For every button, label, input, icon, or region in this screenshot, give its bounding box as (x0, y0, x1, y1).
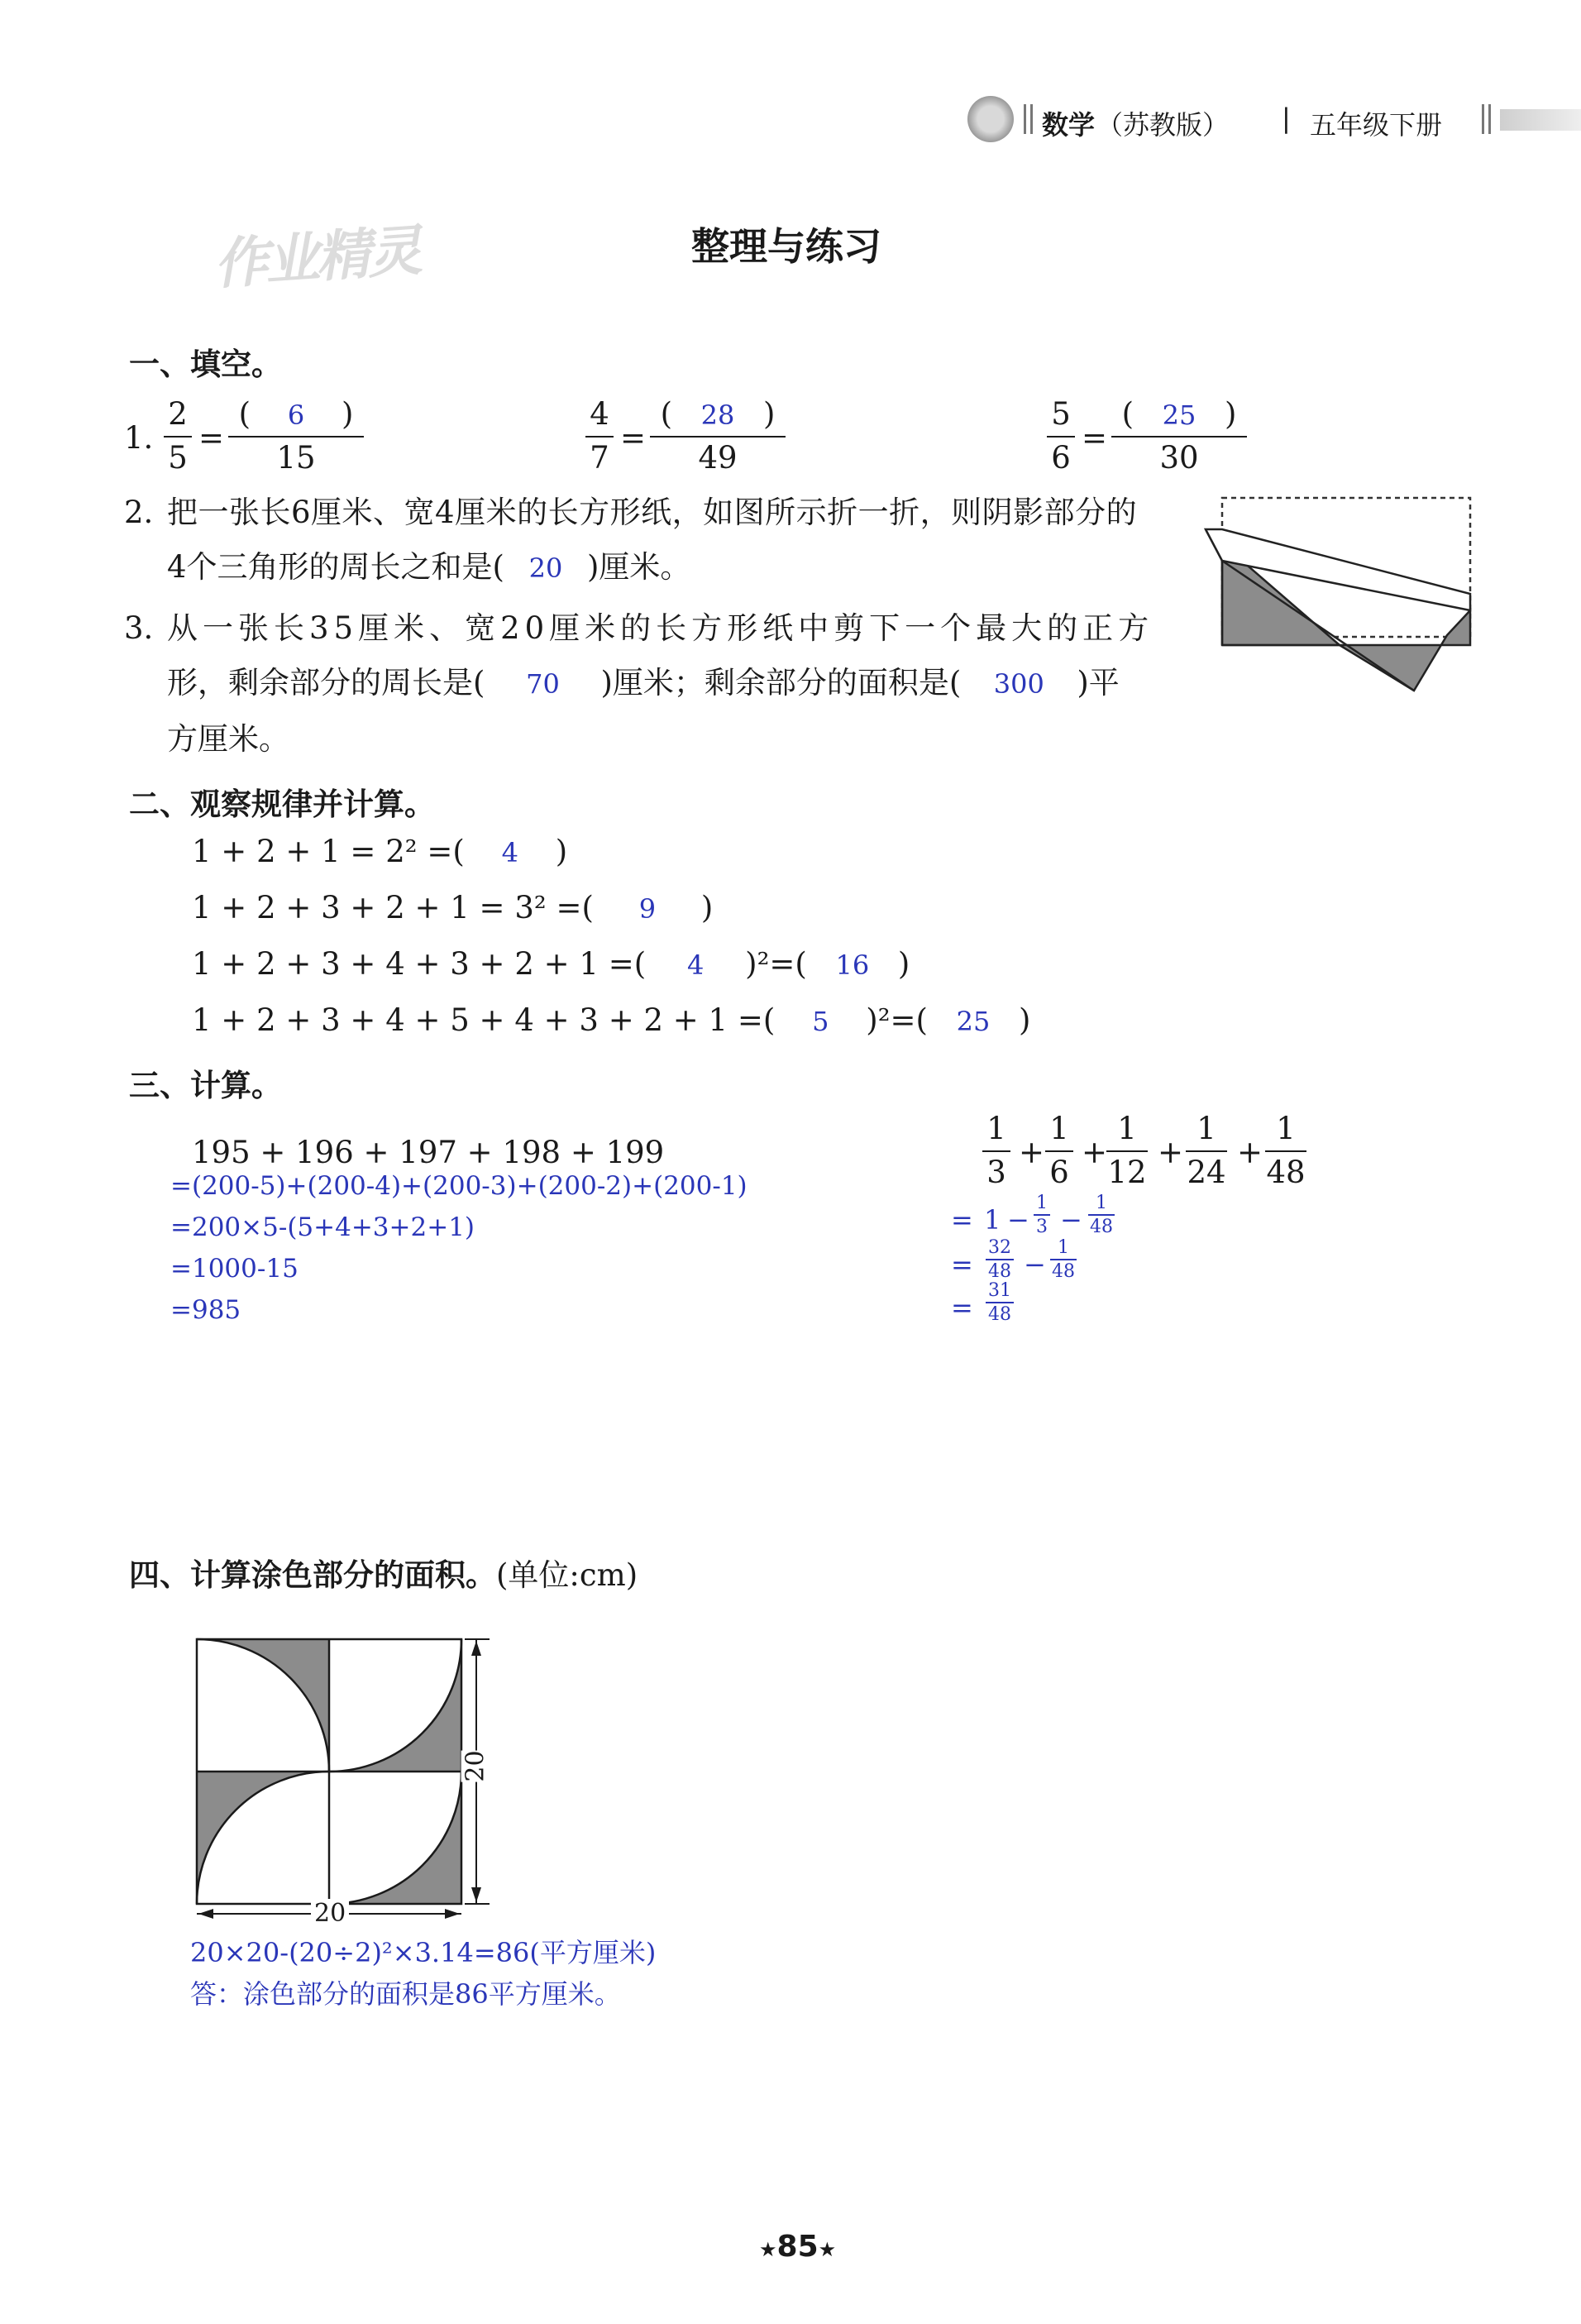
frac-denominator: 48 (1052, 1261, 1075, 1283)
page-number-footer (759, 2230, 836, 2264)
q1-frac3-right-bar (1111, 436, 1247, 438)
frac-denominator: 3 (986, 1154, 1006, 1190)
calc-right-step1-frac2 (1088, 1193, 1115, 1238)
q3-line1: 从一张长35厘米、宽20厘米的长方形纸中剪下一个最大的正方 (167, 610, 1154, 646)
calc-left-step1: =(200-5)+(200-4)+(200-3)+(200-2)+(200-1) (170, 1171, 748, 1201)
calc-right-plus-3: + (1158, 1135, 1184, 1170)
shaded-area-figure (182, 1621, 504, 1927)
q3-answer2: 300 (993, 668, 1044, 700)
frac-denominator: 24 (1187, 1154, 1226, 1190)
q1-frac2-denominator: 7 (590, 439, 609, 476)
calc-right-frac-5 (1265, 1112, 1306, 1190)
diagram-shade-right (1340, 610, 1470, 691)
section1-heading: 一、填空。 (129, 347, 282, 382)
q1-frac3-denominator: 6 (1051, 439, 1071, 476)
folded-paper-diagram (1199, 488, 1480, 703)
q2-line2-text: 4个三角形的周长之和是( (167, 549, 504, 585)
header-edition: （苏教版） (1096, 109, 1230, 141)
paren-close: ) (1225, 396, 1237, 432)
pattern-row-4 (192, 1002, 1030, 1039)
calc-left-problem: 195 + 196 + 197 + 198 + 199 (192, 1135, 665, 1170)
pattern-row-3-mid: )²=( (745, 946, 807, 982)
q1-frac2-right-bar (650, 436, 786, 438)
calc-right-frac-4 (1186, 1112, 1227, 1190)
q1-number: 1. (124, 420, 154, 456)
frac-numerator: 31 (988, 1280, 1011, 1301)
q1-answer3: 25 (1162, 399, 1196, 431)
q1-frac2-right-denominator: 49 (698, 439, 738, 476)
calc-right-step1-minus1: − (1007, 1204, 1029, 1236)
pattern-row-3-answer2: 16 (835, 949, 870, 981)
pattern-row-3-expr: 1 + 2 + 3 + 4 + 3 + 2 + 1 =( (192, 946, 647, 982)
frac-bar (1050, 1259, 1077, 1260)
pattern-row-4-expr: 1 + 2 + 3 + 4 + 5 + 4 + 3 + 2 + 1 =( (192, 1002, 776, 1038)
frac-denominator: 48 (1090, 1217, 1113, 1238)
q1-equals1: = (198, 420, 225, 456)
q1-equals2: = (620, 420, 647, 456)
calc-right-step1-one: 1 (984, 1204, 1001, 1236)
pattern-row-2-close: ) (700, 890, 714, 925)
q1-frac3-bar (1047, 436, 1075, 438)
pattern-row-3-answer1: 4 (686, 949, 705, 981)
calc-right-step2-frac1 (986, 1237, 1014, 1283)
section4-solution: 20×20-(20÷2)²×3.14=86(平方厘米) (190, 1937, 657, 1968)
paren-open: ( (1121, 396, 1134, 432)
pattern-row-4-answer2: 25 (956, 1006, 991, 1037)
paren-open: ( (660, 396, 672, 432)
header-divider-left (1024, 104, 1026, 134)
section3-heading: 三、计算。 (129, 1068, 282, 1103)
section4-heading: 四、计算涂色部分的面积。 (129, 1557, 496, 1593)
pattern-row-1 (192, 834, 567, 870)
calc-right-frac-1 (982, 1112, 1010, 1190)
q3-number: 3. (124, 610, 154, 646)
page-title: 整理与练习 (691, 224, 881, 269)
frac-numerator: 1 (1276, 1111, 1296, 1146)
header-logo-icon (967, 96, 1014, 142)
calc-right-step1-minus2: − (1060, 1204, 1082, 1236)
q3-line2-mid: )厘米；剩余部分的面积是( (600, 665, 962, 701)
pattern-row-1-close: ) (555, 834, 568, 869)
q2-line2-unit: )厘米。 (586, 549, 691, 585)
section4-unit: (单位:cm) (496, 1557, 638, 1593)
calc-right-plus-1: + (1019, 1135, 1045, 1170)
header-gray-band (1500, 109, 1581, 131)
page-number: 85 (776, 2230, 819, 2264)
dim-side-label: 20 (461, 1750, 490, 1782)
shade-top-left (197, 1639, 329, 1772)
watermark-logo: 作业精灵 (212, 218, 421, 297)
frac-numerator: 1 (1117, 1111, 1137, 1146)
pattern-row-3 (192, 946, 910, 983)
calc-right-frac-3 (1106, 1112, 1148, 1190)
q1-frac1-right-denominator: 15 (276, 439, 316, 476)
pattern-row-4-answer1: 5 (812, 1006, 829, 1037)
calc-right-step3-eq: = (951, 1292, 973, 1323)
header-divider-right (1482, 104, 1484, 134)
calc-right-step2-minus: − (1024, 1249, 1046, 1280)
star-left-icon: ★ (759, 2238, 777, 2261)
pattern-row-2-answer: 9 (638, 893, 657, 925)
star-right-icon: ★ (818, 2238, 837, 2261)
calc-left-step3: =1000-15 (170, 1254, 299, 1284)
frac-numerator: 32 (988, 1237, 1011, 1258)
dim-right-arrow-top (471, 1641, 481, 1656)
calc-right-step1-eq: = (951, 1204, 973, 1236)
q1-frac1-bar (164, 436, 192, 438)
frac-bar (982, 1150, 1010, 1152)
q3-answer1: 70 (526, 668, 560, 700)
q1-frac3-numerator: 5 (1051, 396, 1071, 432)
q1-frac1-left (164, 397, 192, 476)
shade-top-right (329, 1639, 461, 1772)
frac-bar (986, 1302, 1014, 1303)
frac-denominator: 6 (1049, 1154, 1069, 1190)
frac-bar (1045, 1150, 1073, 1152)
pattern-row-4-mid: )²=( (866, 1002, 928, 1038)
q2-line2 (167, 549, 690, 586)
section2-heading: 二、观察规律并计算。 (129, 787, 435, 822)
calc-right-plus-4: + (1237, 1135, 1263, 1170)
section4-answer: 答：涂色部分的面积是86平方厘米。 (190, 1978, 621, 2010)
frac-denominator: 48 (1266, 1154, 1306, 1190)
q1-frac1-numerator: 2 (168, 396, 188, 432)
header-subject: 数学 (1042, 109, 1096, 141)
header-divider-right2 (1488, 104, 1491, 134)
paren-open: ( (238, 396, 251, 432)
shade-bottom-right (329, 1772, 461, 1904)
dim-bottom-label: 20 (311, 1899, 349, 1928)
calc-right-step2-frac2 (1050, 1237, 1077, 1283)
header-divider-left2 (1030, 104, 1033, 134)
header-bar (959, 93, 1581, 151)
frac-bar (986, 1259, 1014, 1260)
frac-denominator: 48 (988, 1304, 1011, 1326)
frac-bar (1186, 1150, 1227, 1152)
q1-frac1-right-bar (228, 436, 364, 438)
q1-frac1-denominator: 5 (168, 439, 188, 476)
frac-bar (1265, 1150, 1306, 1152)
q1-frac3-right (1111, 397, 1247, 476)
pattern-row-4-close: ) (1018, 1002, 1031, 1038)
q1-frac2-left (585, 397, 614, 476)
frac-numerator: 1 (1049, 1111, 1069, 1146)
pattern-row-1-expr: 1 + 2 + 1 = 2² =( (192, 834, 465, 869)
q1-frac2-answer-line (650, 397, 786, 433)
frac-bar (1088, 1214, 1115, 1216)
frac-numerator: 1 (1196, 1111, 1216, 1146)
calc-right-step1-frac1 (1034, 1193, 1050, 1238)
q3-line2-text: 形，剩余部分的周长是( (167, 665, 485, 701)
q1-frac2-right (650, 397, 786, 476)
q1-answer1: 6 (287, 399, 305, 431)
header-grade: 五年级下册 (1310, 109, 1443, 141)
header-separator: | (1282, 103, 1291, 134)
frac-numerator: 1 (1096, 1193, 1107, 1213)
shade-bottom-left (197, 1772, 329, 1904)
calc-right-step3-frac (986, 1280, 1014, 1326)
q2-answer: 20 (528, 552, 563, 584)
paren-close: ) (342, 396, 354, 432)
calc-left-step4: =985 (170, 1295, 241, 1325)
pattern-row-1-answer: 4 (501, 837, 518, 868)
q1-frac1-answer-line (228, 397, 364, 433)
frac-bar (1106, 1150, 1148, 1152)
q2-line1: 把一张长6厘米、宽4厘米的长方形纸，如图所示折一折，则阴影部分的 (167, 495, 1138, 530)
q1-frac2-numerator: 4 (590, 396, 609, 432)
q1-frac1-right (228, 397, 364, 476)
frac-denominator: 3 (1036, 1217, 1048, 1238)
calc-right-step2-eq: = (951, 1249, 973, 1280)
frac-numerator: 1 (1036, 1193, 1048, 1213)
dim-bottom-arrow-right (445, 1909, 460, 1919)
q1-frac3-right-denominator: 30 (1159, 439, 1199, 476)
q1-frac3-answer-line (1111, 397, 1247, 433)
calc-right-plus-2: + (1082, 1135, 1108, 1170)
q1-equals3: = (1082, 420, 1108, 456)
pattern-row-2 (192, 890, 713, 926)
frac-numerator: 1 (986, 1111, 1006, 1146)
q1-frac2-bar (585, 436, 614, 438)
pattern-row-2-expr: 1 + 2 + 3 + 2 + 1 = 3² =( (192, 890, 594, 925)
q3-line3: 方厘米。 (167, 721, 289, 757)
q1-answer2: 28 (700, 399, 735, 431)
frac-bar (1034, 1214, 1050, 1216)
frac-numerator: 1 (1058, 1237, 1069, 1258)
frac-denominator: 48 (988, 1261, 1011, 1283)
frac-denominator: 12 (1107, 1154, 1147, 1190)
q2-number: 2. (124, 495, 154, 530)
calc-left-step2: =200×5-(5+4+3+2+1) (170, 1212, 475, 1242)
dim-right-arrow-bottom (471, 1887, 481, 1902)
section4-heading-line (129, 1550, 638, 1595)
q3-line2 (167, 665, 1120, 701)
pattern-row-3-close: ) (897, 946, 910, 982)
paren-close: ) (763, 396, 776, 432)
q1-frac3-left (1047, 397, 1075, 476)
q3-line2-end: )平 (1077, 665, 1120, 701)
dim-bottom-arrow-left (198, 1909, 213, 1919)
calc-right-frac-2 (1045, 1112, 1073, 1190)
